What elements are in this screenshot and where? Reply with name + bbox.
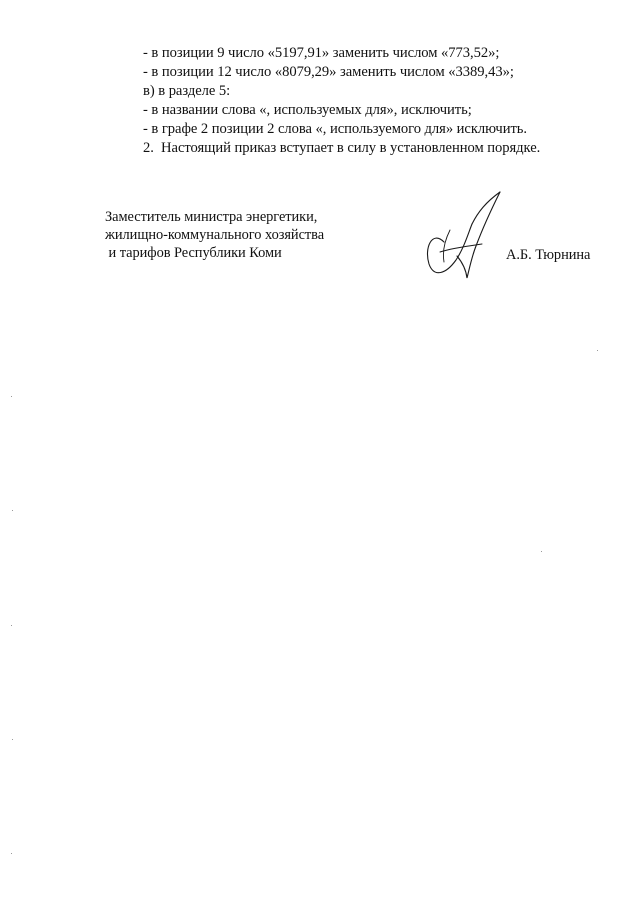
amendment-line-5: - в графе 2 позиции 2 слова «, используемого для» исключить. bbox=[143, 121, 527, 137]
scan-speck bbox=[12, 510, 13, 511]
amendment-line-2: - в позиции 12 число «8079,29» заменить числом «3389,43»; bbox=[143, 64, 514, 80]
position-line-2: жилищно-коммунального хозяйства bbox=[105, 227, 325, 243]
scan-speck bbox=[12, 739, 13, 740]
scan-speck bbox=[541, 551, 542, 552]
scan-speck bbox=[11, 396, 12, 397]
position-line-1: Заместитель министра энергетики, bbox=[105, 209, 318, 225]
handwritten-signature-icon bbox=[420, 190, 502, 285]
scan-speck bbox=[11, 625, 12, 626]
scan-speck bbox=[597, 350, 598, 351]
amendment-line-3: в) в разделе 5: bbox=[143, 83, 231, 99]
scan-speck bbox=[11, 853, 12, 854]
final-clause: 2. Настоящий приказ вступает в силу в установленном порядке. bbox=[143, 140, 541, 156]
position-line-3: и тарифов Республики Коми bbox=[105, 245, 282, 261]
amendment-line-1: - в позиции 9 число «5197,91» заменить числом «773,52»; bbox=[143, 45, 500, 61]
amendment-line-4: - в названии слова «, используемых для», исключить; bbox=[143, 102, 472, 118]
signatory-name: А.Б. Тюрнина bbox=[506, 247, 591, 263]
